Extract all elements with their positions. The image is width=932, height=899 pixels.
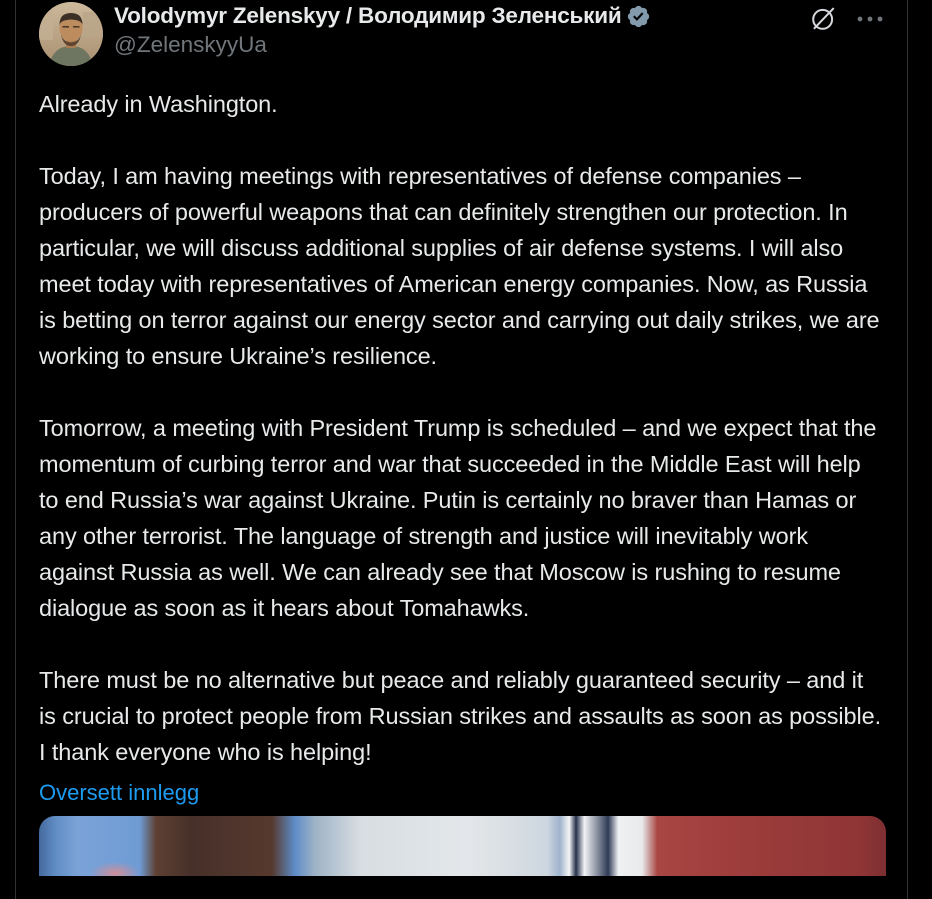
tweet-header (39, 2, 885, 66)
verified-badge-icon (626, 4, 651, 29)
tweet-text (39, 86, 886, 770)
name-row (114, 3, 651, 29)
grok-icon[interactable] (809, 5, 837, 33)
more-ellipsis-icon[interactable] (855, 7, 885, 31)
user-info (114, 2, 651, 58)
header-actions (809, 5, 885, 33)
user-handle[interactable]: @ZelenskyyUa (114, 32, 267, 57)
tweet-paragraph: Already in Washington. (39, 91, 278, 117)
avatar[interactable] (39, 2, 103, 66)
tweet-paragraph: Today, I am having meetings with representatives of defense companies – producers of powerful weapons that can definitely strengthen our protection. In particular, we will discuss additional supplies of air defense systems. I will also meet today with representatives of American energy companies. Now, as Russia is betting on terror against our energy sector and carrying out daily strikes, we are working to ensure Ukraine’s resilience. (39, 163, 880, 369)
tweet-media-image[interactable] (39, 816, 886, 876)
display-name[interactable]: Volodymyr Zelenskyy / Володимир Зеленський (114, 3, 622, 28)
tweet-column (15, 0, 908, 899)
tweet-paragraph: There must be no alternative but peace and reliably guaranteed security – and it is crucial to protect people from Russian strikes and assaults as soon as possible. I thank everyone who is helping! (39, 667, 882, 765)
tweet-paragraph: Tomorrow, a meeting with President Trump is scheduled – and we expect that the momentum of curbing terror and war that succeeded in the Middle East will help to end Russia’s war against Ukraine. Putin is certainly no braver than Hamas or any other terrorist. The language of strength and justice will inevitably work against Russia as well. We can already see that Moscow is rushing to resume dialogue as soon as it hears about Tomahawks. (39, 415, 877, 621)
translate-post-link[interactable]: Oversett innlegg (39, 780, 200, 805)
avatar-illustration (39, 2, 103, 66)
